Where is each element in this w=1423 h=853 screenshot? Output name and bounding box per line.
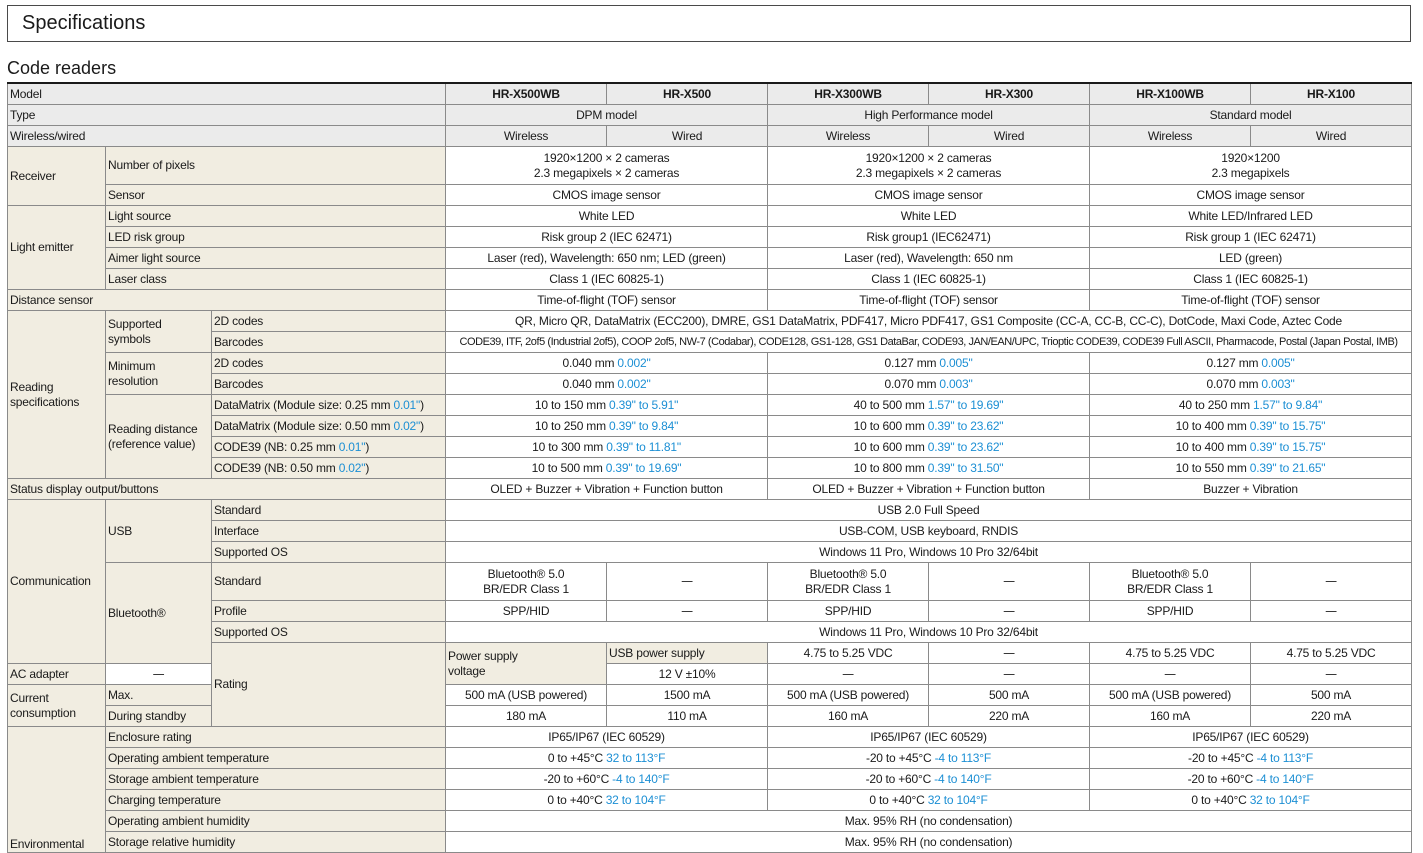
enclosure-value: IP65/IP67 (IEC 60529) bbox=[768, 727, 1090, 748]
wireless-cell: Wireless bbox=[446, 126, 607, 147]
op-hum-value: Max. 95% RH (no condensation) bbox=[446, 811, 1412, 832]
risk-group-value: Risk group 2 (IEC 62471) bbox=[446, 227, 768, 248]
ac-adapter-value: — bbox=[106, 664, 212, 685]
resolution-2d-row bbox=[8, 353, 1412, 374]
spec-table bbox=[7, 82, 1412, 853]
ac-adapter-value: — bbox=[1090, 664, 1251, 685]
ch-temp-value: 0 to +40°C 32 to 104°F bbox=[1090, 790, 1412, 811]
current-max-value: 500 mA (USB powered) bbox=[446, 685, 607, 706]
distance-value: 10 to 250 mm 0.39" to 9.84" bbox=[446, 416, 768, 437]
communication-group: Communication bbox=[8, 500, 106, 664]
wireless-wired-row bbox=[8, 126, 1412, 147]
usb-interface-value: USB-COM, USB keyboard, RNDIS bbox=[446, 521, 1412, 542]
distance-sensor-value: Time-of-flight (TOF) sensor bbox=[1090, 290, 1412, 311]
distance-condition-label: CODE39 (NB: 0.25 mm 0.01") bbox=[212, 437, 446, 458]
current-label: Current consumption bbox=[8, 685, 106, 727]
usb-power-row bbox=[8, 643, 1412, 664]
wireless-cell: Wireless bbox=[768, 126, 929, 147]
model-header: HR-X100WB bbox=[1090, 83, 1251, 105]
reading-distance-row bbox=[8, 437, 1412, 458]
usb-standard-row bbox=[8, 500, 1412, 521]
codes-2d-label: 2D codes bbox=[212, 311, 446, 332]
bt-profile-label: Profile bbox=[212, 601, 446, 622]
model-header: HR-X500 bbox=[607, 83, 768, 105]
bt-standard-row bbox=[8, 563, 1412, 601]
aimer-label: Aimer light source bbox=[106, 248, 446, 269]
reading-specs-group: Reading specifications bbox=[8, 311, 106, 479]
type-row bbox=[8, 105, 1412, 126]
current-max-value: 500 mA (USB powered) bbox=[768, 685, 929, 706]
enclosure-label: Enclosure rating bbox=[106, 727, 446, 748]
standby-value: 220 mA bbox=[929, 706, 1090, 727]
risk-group-label: LED risk group bbox=[106, 227, 446, 248]
dash-cell: — bbox=[607, 601, 768, 622]
supported-symbols-label: Supported symbols bbox=[106, 311, 212, 353]
pixels-row bbox=[8, 147, 1412, 185]
model-row bbox=[8, 83, 1412, 105]
usb-power-label: USB power supply bbox=[607, 643, 768, 664]
laser-class-label: Laser class bbox=[106, 269, 446, 290]
usb-power-value: 4.75 to 5.25 VDC bbox=[1090, 643, 1251, 664]
type-value: DPM model bbox=[446, 105, 768, 126]
page-title: Specifications bbox=[7, 5, 1411, 42]
dash-cell: — bbox=[929, 563, 1090, 601]
op-hum-row bbox=[8, 811, 1412, 832]
current-max-value: 500 mA bbox=[929, 685, 1090, 706]
op-temp-row bbox=[8, 748, 1412, 769]
st-temp-value: -20 to +60°C -4 to 140°F bbox=[1090, 769, 1412, 790]
sensor-value: CMOS image sensor bbox=[768, 185, 1090, 206]
st-hum-value: Max. 95% RH (no condensation) bbox=[446, 832, 1412, 853]
status-value: OLED + Buzzer + Vibration + Function button bbox=[446, 479, 768, 500]
distance-value: 10 to 300 mm 0.39" to 11.81" bbox=[446, 437, 768, 458]
laser-class-value: Class 1 (IEC 60825-1) bbox=[446, 269, 768, 290]
type-label: Type bbox=[8, 105, 446, 126]
light-source-value: White LED bbox=[768, 206, 1090, 227]
distance-sensor-label: Distance sensor bbox=[8, 290, 446, 311]
light-source-row bbox=[8, 206, 1412, 227]
bt-profile-value: SPP/HID bbox=[768, 601, 929, 622]
aimer-value: LED (green) bbox=[1090, 248, 1412, 269]
sensor-label: Sensor bbox=[106, 185, 446, 206]
distance-value: 40 to 500 mm 1.57" to 19.69" bbox=[768, 395, 1090, 416]
ac-adapter-value: — bbox=[768, 664, 929, 685]
bluetooth-label: Bluetooth® bbox=[106, 563, 212, 664]
model-header: HR-X300WB bbox=[768, 83, 929, 105]
ch-temp-value: 0 to +40°C 32 to 104°F bbox=[446, 790, 768, 811]
resolution-value: 0.040 mm 0.002" bbox=[446, 374, 768, 395]
status-row bbox=[8, 479, 1412, 500]
current-max-value: 1500 mA bbox=[607, 685, 768, 706]
distance-condition-label: DataMatrix (Module size: 0.25 mm 0.01") bbox=[212, 395, 446, 416]
ch-temp-value: 0 to +40°C 32 to 104°F bbox=[768, 790, 1090, 811]
distance-value: 10 to 150 mm 0.39" to 5.91" bbox=[446, 395, 768, 416]
bt-profile-row bbox=[8, 601, 1412, 622]
codes-2d-value: QR, Micro QR, DataMatrix (ECC200), DMRE, GS1 DataMatrix, PDF417, Micro PDF417, GS1 Composite (CC-A, CC-B, CC-C), DotCode, Maxi Code, Aztec Code bbox=[446, 311, 1412, 332]
section-title: Code readers bbox=[7, 58, 117, 78]
reading-distance-row bbox=[8, 416, 1412, 437]
bt-os-row bbox=[8, 622, 1412, 643]
bt-standard-label: Standard bbox=[212, 563, 446, 601]
distance-value: 10 to 550 mm 0.39" to 21.65" bbox=[1090, 458, 1412, 479]
laser-class-value: Class 1 (IEC 60825-1) bbox=[768, 269, 1090, 290]
light-source-label: Light source bbox=[106, 206, 446, 227]
laser-class-value: Class 1 (IEC 60825-1) bbox=[1090, 269, 1412, 290]
bt-os-label: Supported OS bbox=[212, 622, 446, 643]
usb-label: USB bbox=[106, 500, 212, 563]
bt-standard-value: Bluetooth® 5.0 BR/EDR Class 1 bbox=[446, 563, 607, 601]
receiver-group: Receiver bbox=[8, 147, 106, 206]
distance-value: 10 to 600 mm 0.39" to 23.62" bbox=[768, 416, 1090, 437]
sensor-value: CMOS image sensor bbox=[1090, 185, 1412, 206]
dash-cell: — bbox=[1251, 563, 1412, 601]
ac-adapter-value: — bbox=[929, 664, 1090, 685]
st-temp-value: -20 to +60°C -4 to 140°F bbox=[446, 769, 768, 790]
standby-value: 160 mA bbox=[1090, 706, 1251, 727]
aimer-value: Laser (red), Wavelength: 650 nm; LED (green) bbox=[446, 248, 768, 269]
distance-sensor-row bbox=[8, 290, 1412, 311]
bt-profile-value: SPP/HID bbox=[446, 601, 607, 622]
light-source-value: White LED/Infrared LED bbox=[1090, 206, 1412, 227]
min-resolution-label: Minimum resolution bbox=[106, 353, 212, 395]
resolution-2d-label: 2D codes bbox=[212, 353, 446, 374]
wired-cell: Wired bbox=[929, 126, 1090, 147]
resolution-value: 0.070 mm 0.003" bbox=[1090, 374, 1412, 395]
distance-value: 10 to 500 mm 0.39" to 19.69" bbox=[446, 458, 768, 479]
reading-distance-row bbox=[8, 458, 1412, 479]
barcodes-value: CODE39, ITF, 2of5 (Industrial 2of5), COOP 2of5, NW-7 (Codabar), CODE128, GS1-128, GS1 DataBar, CODE93, JAN/EAN/UPC, Trioptic CODE39, CODE39 Full ASCII, Pharmacode, Postal (Japan Postal, IMB) bbox=[446, 332, 1412, 353]
st-hum-label: Storage relative humidity bbox=[106, 832, 446, 853]
distance-value: 10 to 400 mm 0.39" to 15.75" bbox=[1090, 437, 1412, 458]
rating-group: Rating bbox=[212, 643, 446, 727]
status-value: Buzzer + Vibration bbox=[1090, 479, 1412, 500]
type-value: Standard model bbox=[1090, 105, 1412, 126]
standby-value: 160 mA bbox=[768, 706, 929, 727]
status-value: OLED + Buzzer + Vibration + Function button bbox=[768, 479, 1090, 500]
pixels-label: Number of pixels bbox=[106, 147, 446, 185]
usb-interface-label: Interface bbox=[212, 521, 446, 542]
resolution-value: 0.040 mm 0.002" bbox=[446, 353, 768, 374]
voltage-label: Power supply voltage bbox=[446, 643, 607, 685]
risk-group-row bbox=[8, 227, 1412, 248]
standby-value: 180 mA bbox=[446, 706, 607, 727]
distance-sensor-value: Time-of-flight (TOF) sensor bbox=[768, 290, 1090, 311]
reading-distance-row bbox=[8, 395, 1412, 416]
dash-cell: — bbox=[1251, 601, 1412, 622]
resolution-value: 0.127 mm 0.005" bbox=[1090, 353, 1412, 374]
bt-os-value: Windows 11 Pro, Windows 10 Pro 32/64bit bbox=[446, 622, 1412, 643]
usb-standard-label: Standard bbox=[212, 500, 446, 521]
ac-adapter-label: AC adapter bbox=[8, 664, 106, 685]
enclosure-value: IP65/IP67 (IEC 60529) bbox=[1090, 727, 1412, 748]
standby-value: 110 mA bbox=[607, 706, 768, 727]
model-header: HR-X300 bbox=[929, 83, 1090, 105]
standby-label: During standby bbox=[106, 706, 212, 727]
aimer-row bbox=[8, 248, 1412, 269]
wireless-cell: Wireless bbox=[1090, 126, 1251, 147]
wireless-wired-label: Wireless/wired bbox=[8, 126, 446, 147]
current-max-label: Max. bbox=[106, 685, 212, 706]
enclosure-row bbox=[8, 727, 1412, 748]
type-value: High Performance model bbox=[768, 105, 1090, 126]
op-temp-label: Operating ambient temperature bbox=[106, 748, 446, 769]
current-max-value: 500 mA (USB powered) bbox=[1090, 685, 1251, 706]
ac-adapter-value: — bbox=[1251, 664, 1412, 685]
op-hum-label: Operating ambient humidity bbox=[106, 811, 446, 832]
pixels-value: 1920×1200 × 2 cameras 2.3 megapixels × 2 cameras bbox=[768, 147, 1090, 185]
st-temp-label: Storage ambient temperature bbox=[106, 769, 446, 790]
sensor-value: CMOS image sensor bbox=[446, 185, 768, 206]
risk-group-value: Risk group1 (IEC62471) bbox=[768, 227, 1090, 248]
resolution-value: 0.070 mm 0.003" bbox=[768, 374, 1090, 395]
resolution-value: 0.127 mm 0.005" bbox=[768, 353, 1090, 374]
st-temp-value: -20 to +60°C -4 to 140°F bbox=[768, 769, 1090, 790]
distance-condition-label: DataMatrix (Module size: 0.50 mm 0.02") bbox=[212, 416, 446, 437]
bt-standard-value: Bluetooth® 5.0 BR/EDR Class 1 bbox=[768, 563, 929, 601]
op-temp-value: -20 to +45°C -4 to 113°F bbox=[1090, 748, 1412, 769]
barcodes-label: Barcodes bbox=[212, 332, 446, 353]
op-temp-value: -20 to +45°C -4 to 113°F bbox=[768, 748, 1090, 769]
resolution-barcode-label: Barcodes bbox=[212, 374, 446, 395]
ch-temp-label: Charging temperature bbox=[106, 790, 446, 811]
risk-group-value: Risk group 1 (IEC 62471) bbox=[1090, 227, 1412, 248]
laser-class-row bbox=[8, 269, 1412, 290]
light-source-value: White LED bbox=[446, 206, 768, 227]
barcodes-row bbox=[8, 332, 1412, 353]
status-label: Status display output/buttons bbox=[8, 479, 446, 500]
distance-sensor-value: Time-of-flight (TOF) sensor bbox=[446, 290, 768, 311]
current-max-value: 500 mA bbox=[1251, 685, 1412, 706]
model-label: Model bbox=[8, 83, 446, 105]
usb-standard-value: USB 2.0 Full Speed bbox=[446, 500, 1412, 521]
reading-distance-label: Reading distance (reference value) bbox=[106, 395, 212, 479]
pixels-value: 1920×1200 2.3 megapixels bbox=[1090, 147, 1412, 185]
ac-adapter-value: 12 V ±10% bbox=[607, 664, 768, 685]
bt-standard-value: Bluetooth® 5.0 BR/EDR Class 1 bbox=[1090, 563, 1251, 601]
st-temp-row bbox=[8, 769, 1412, 790]
distance-value: 40 to 250 mm 1.57" to 9.84" bbox=[1090, 395, 1412, 416]
aimer-value: Laser (red), Wavelength: 650 nm bbox=[768, 248, 1090, 269]
op-temp-value: 0 to +45°C 32 to 113°F bbox=[446, 748, 768, 769]
pixels-value: 1920×1200 × 2 cameras 2.3 megapixels × 2 cameras bbox=[446, 147, 768, 185]
resolution-barcode-row bbox=[8, 374, 1412, 395]
usb-os-row bbox=[8, 542, 1412, 563]
dash-cell: — bbox=[929, 601, 1090, 622]
usb-os-label: Supported OS bbox=[212, 542, 446, 563]
sensor-row bbox=[8, 185, 1412, 206]
usb-os-value: Windows 11 Pro, Windows 10 Pro 32/64bit bbox=[446, 542, 1412, 563]
st-hum-row bbox=[8, 832, 1412, 853]
model-header: HR-X500WB bbox=[446, 83, 607, 105]
wired-cell: Wired bbox=[607, 126, 768, 147]
ch-temp-row bbox=[8, 790, 1412, 811]
light-emitter-group: Light emitter bbox=[8, 206, 106, 290]
distance-value: 10 to 400 mm 0.39" to 15.75" bbox=[1090, 416, 1412, 437]
usb-power-value: — bbox=[929, 643, 1090, 664]
distance-value: 10 to 800 mm 0.39" to 31.50" bbox=[768, 458, 1090, 479]
usb-interface-row bbox=[8, 521, 1412, 542]
standby-value: 220 mA bbox=[1251, 706, 1412, 727]
bt-profile-value: SPP/HID bbox=[1090, 601, 1251, 622]
distance-value: 10 to 600 mm 0.39" to 23.62" bbox=[768, 437, 1090, 458]
dash-cell: — bbox=[607, 563, 768, 601]
environmental-group: Environmental bbox=[8, 727, 106, 853]
usb-power-value: 4.75 to 5.25 VDC bbox=[768, 643, 929, 664]
usb-power-value: 4.75 to 5.25 VDC bbox=[1251, 643, 1412, 664]
wired-cell: Wired bbox=[1251, 126, 1412, 147]
codes-2d-row bbox=[8, 311, 1412, 332]
model-header: HR-X100 bbox=[1251, 83, 1412, 105]
distance-condition-label: CODE39 (NB: 0.50 mm 0.02") bbox=[212, 458, 446, 479]
enclosure-value: IP65/IP67 (IEC 60529) bbox=[446, 727, 768, 748]
